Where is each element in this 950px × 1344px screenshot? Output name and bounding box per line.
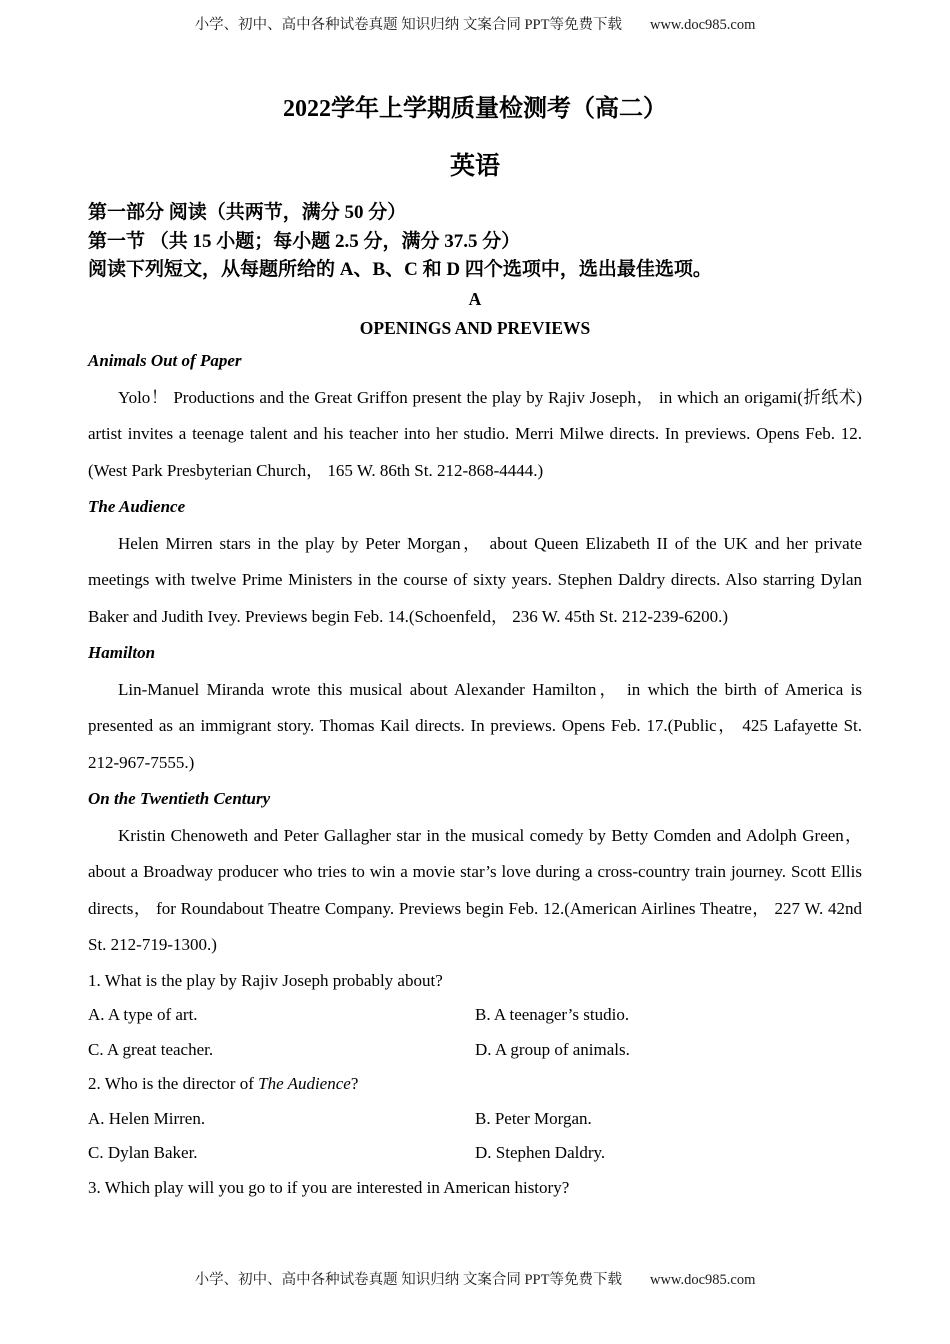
- section-paragraph: Helen Mirren stars in the play by Peter Morgan， about Queen Elizabeth II of the UK and her private meetings with twelve Prime Ministers in the course of sixty years. Stephen Daldry directs. Also starring Dylan Baker and Judith Ivey. Previews begin Feb. 14.(Schoenfeld， 236 W. 45th St. 212-239-6200.): [88, 533, 862, 626]
- questions-block: [88, 964, 862, 1206]
- instructions-line: 阅读下列短文，从每题所给的 A、B、C 和 D 四个选项中，选出最佳选项。: [88, 259, 712, 281]
- question-2-text-after: ?: [350, 1074, 359, 1094]
- part-one-header: [88, 182, 862, 285]
- question-1-option-b[interactable]: B. A teenager’s studio.: [475, 1005, 630, 1025]
- header-notice-text: 小学、初中、高中各种试卷真题 知识归纳 文案合同 PPT等免费下载: [194, 17, 622, 33]
- part-one-line: 第一部分 阅读（共两节，满分 50 分）: [88, 202, 407, 223]
- exam-subject: 英语: [449, 153, 500, 180]
- question-2-option-d[interactable]: D. Stephen Daldry.: [475, 1143, 606, 1163]
- question-2-options-row-cd: [88, 1136, 862, 1171]
- question-2-options-row-ab: [88, 1102, 862, 1137]
- passage-title: OPENINGS AND PREVIEWS: [359, 318, 591, 339]
- section-paragraph: Yolo！ Productions and the Great Griffon present the play by Rajiv Joseph， in which an origami(折纸术) artist invites a teenage talent and his teacher into her studio. Merri Milwe directs. In previews. Opens Feb. 12. (West Park Presbyterian Church， 165 W. 86th St. 212-868-4444.): [88, 387, 862, 480]
- question-2-text: [88, 1067, 862, 1102]
- section-paragraph: Kristin Chenoweth and Peter Gallagher star in the musical comedy by Betty Comden and Adolph Green， about a Broadway producer who tries to win a movie star’s love during a cross-country train journey. Scott Ellis directs， for Roundabout Theatre Company. Previews begin Feb. 12.(American Airlines Theatre， 227 W. 42nd St. 212-719-1300.): [88, 825, 862, 955]
- section-heading-animals-out-of-paper: Animals Out of Paper: [88, 351, 242, 371]
- section-heading-the-audience: The Audience: [88, 497, 186, 517]
- section-paragraph: Lin-Manuel Miranda wrote this musical about Alexander Hamilton， in which the birth of America is presented as an immigrant story. Thomas Kail directs. In previews. Opens Feb. 17.(Public， 425 Lafayette St. 212-967-7555.): [88, 679, 862, 772]
- question-2-option-c[interactable]: C. Dylan Baker.: [88, 1143, 198, 1163]
- section-heading-hamilton: Hamilton: [88, 643, 156, 663]
- exam-title: 2022学年上学期质量检测考（高二）: [283, 96, 667, 122]
- question-2-option-b[interactable]: B. Peter Morgan.: [475, 1108, 592, 1128]
- passage-label: A: [468, 289, 482, 310]
- question-1-options-row-cd: [88, 1033, 862, 1068]
- question-1-option-d[interactable]: D. A group of animals.: [475, 1039, 630, 1059]
- question-2-option-a[interactable]: A. Helen Mirren.: [88, 1108, 206, 1128]
- question-2-text-before: 2. Who is the director of: [88, 1074, 259, 1094]
- question-1-option-a[interactable]: A. A type of art.: [88, 1005, 198, 1025]
- footer-site-url[interactable]: www.doc985.com: [649, 1272, 756, 1288]
- passage-body: [88, 343, 862, 964]
- question-2-play-title: The Audience: [258, 1074, 351, 1094]
- header-site-url[interactable]: www.doc985.com: [649, 17, 756, 33]
- exam-page: [88, 0, 862, 1205]
- question-1-text: 1. What is the play by Rajiv Joseph probably about?: [88, 970, 443, 990]
- footer-site-banner: [0, 1268, 950, 1289]
- question-3-text: 3. Which play will you go to if you are interested in American history?: [88, 1177, 570, 1197]
- section-heading-on-the-twentieth-century: On the Twentieth Century: [88, 789, 271, 809]
- section-one-line: 第一节 （共 15 小题；每小题 2.5 分，满分 37.5 分）: [88, 230, 521, 252]
- question-1-options-row-ab: [88, 998, 862, 1033]
- question-1-option-c[interactable]: C. A great teacher.: [88, 1039, 214, 1059]
- footer-notice-text: 小学、初中、高中各种试卷真题 知识归纳 文案合同 PPT等免费下载: [194, 1272, 622, 1288]
